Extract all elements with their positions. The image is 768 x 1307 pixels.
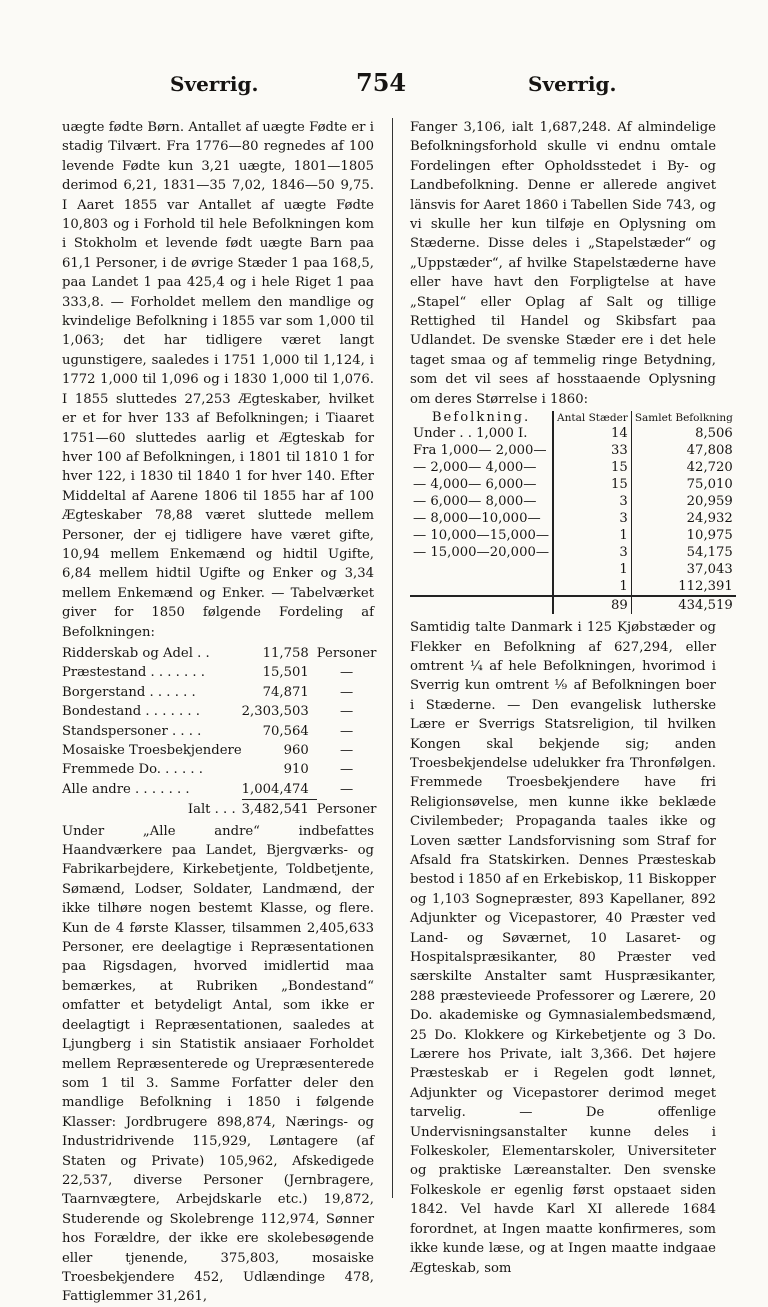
total-value: 3,482,541: [242, 800, 317, 820]
class-label: Ridderskab og Adel . .: [62, 645, 210, 661]
sum-pop: 434,519: [631, 596, 736, 614]
class-value: 910: [283, 762, 309, 778]
class-label: Fremmede Do. . . . . .: [62, 762, 203, 778]
class-label: Mosaiske Troesbekjendere: [62, 743, 242, 758]
range-cell: Under . . 1,000 I.: [413, 426, 528, 442]
table-row: [410, 476, 736, 493]
table-row: [410, 442, 736, 459]
header-left-title: Sverrig.: [170, 72, 259, 96]
pop-cell: 54,175: [631, 544, 736, 561]
range-cell: — 10,000—15,000—: [413, 528, 550, 544]
table-row: [410, 561, 736, 578]
count-cell: 15: [553, 476, 631, 493]
pop-cell: 8,506: [631, 425, 736, 442]
table-sum-row: [410, 596, 736, 614]
table-head-population: Befolkning.: [431, 410, 531, 426]
class-value: 2,303,503: [241, 704, 309, 720]
table-head-count: Antal Stæder: [553, 411, 631, 425]
class-row: [62, 760, 376, 779]
class-row: [62, 683, 376, 702]
class-unit: —: [340, 684, 354, 700]
page-number: 754: [356, 68, 407, 97]
count-cell: 3: [553, 493, 631, 510]
class-label: Alle andre . . . . . . .: [62, 782, 190, 798]
class-label: Standspersoner . . . .: [62, 723, 202, 739]
total-unit: Personer: [316, 801, 377, 817]
class-label: Præstestand . . . . . . .: [62, 665, 205, 681]
table-row: [410, 544, 736, 561]
town-size-table: [410, 411, 736, 614]
class-row: [62, 663, 376, 682]
population-classes-table: [62, 644, 376, 820]
class-value: 1,004,474: [241, 781, 309, 797]
class-unit: —: [340, 782, 354, 798]
table-row: [410, 425, 736, 442]
table-row: [410, 578, 736, 596]
class-unit: —: [340, 762, 354, 778]
page-header: [0, 68, 768, 106]
column-separator: [392, 118, 393, 1198]
class-value: 11,758: [262, 645, 309, 661]
count-cell: 33: [553, 442, 631, 459]
class-unit: —: [340, 665, 354, 681]
range-cell: — 2,000— 4,000—: [413, 460, 537, 476]
class-row: [62, 741, 376, 760]
header-right-title: Sverrig.: [528, 72, 617, 96]
pop-cell: 10,975: [631, 527, 736, 544]
class-label: Borgerstand . . . . . .: [62, 684, 196, 700]
count-cell: 1: [553, 578, 631, 596]
right-paragraph-1: Fanger 3,106, ialt 1,687,248. Af almindelige Befolkningsforhold skulle vi endnu omtale Fordelingen efter Opholdsstedet i By- og Landbefolkning. Denne er allerede angivet länsvis for Aaret 1860 i Tabellen Side 743, og vi skulle her kun tilføje en Oplysning om Stæderne. Disse deles i „Stapelstæder“ og „Uppstæder“, af hvilke Stapelstæderne have eller have havt den Forpligtelse at have „Stapel“ eller Oplag af Salt og tillige Rettighed til Handel og Skibsfart paa Udlandet. De svenske Stæder ere i det hele taget smaa og af temmelig ringe Betydning, som det vil sees af hosstaaende Oplysning om deres Størrelse i 1860:: [410, 120, 716, 407]
pop-cell: 47,808: [631, 442, 736, 459]
count-cell: 3: [553, 510, 631, 527]
total-label: Ialt . . .: [187, 801, 236, 817]
pop-cell: 37,043: [631, 561, 736, 578]
class-unit: Personer: [316, 645, 377, 661]
class-value: 15,501: [262, 665, 309, 681]
pop-cell: 20,959: [631, 493, 736, 510]
class-value: 960: [283, 743, 309, 758]
class-total-row: [62, 800, 376, 820]
sum-count: 89: [553, 596, 631, 614]
range-cell: — 8,000—10,000—: [413, 511, 541, 527]
class-value: 70,564: [262, 723, 309, 739]
left-paragraph-1: uægte fødte Børn. Antallet af uægte Fødte er i stadig Tilvært. Fra 1776—80 regnedes af 100 levende Fødte kun 3,21 uægte, 1801—1805 derimod 6,21, 1831—35 7,02, 1846—50 9,75. I Aaret 1855 var Antallet af uægte Fødte 10,803 og i Forhold til hele Befolkningen kom i Stokholm et levende født uægte Barn paa 61,1 Personer, i de øvrige Stæder 1 paa 168,5, paa Landet 1 paa 425,4 og i hele Riget 1 paa 333,8. — Forholdet mellem den mandlige og kvindelige Befolkning i 1855 var som 1,000 til 1,063; det har tidligere været langt ugunstigere, saaledes i 1751 1,000 til 1,124, i 1772 1,000 til 1,096 og i 1830 1,000 til 1,076. I 1855 sluttedes 27,253 Ægteskaber, hvilket er et for hver 133 af Befolkningen; i Tiaaret 1751—60 sluttedes aarlig et Ægteskab for hver 100 af Befolkningen, i 1801 til 1810 1 for hver 122, i 1830 til 1840 1 for hver 140. Efter Middeltal af Aarene 1806 til 1855 har af 100 Ægteskaber 78,88 været sluttede mellem Personer, der ej tidligere have været gifte, 10,94 mellem Enkemænd og hidtil Ugifte, 6,84 mellem hidtil Ugifte og Enker og 3,34 mellem Enkemænd og Enker. — Tabelværket giver for 1850 følgende Fordeling af Befolkningen:: [62, 120, 374, 640]
count-cell: 14: [553, 425, 631, 442]
class-row: [62, 702, 376, 721]
range-cell: — 6,000— 8,000—: [413, 494, 537, 510]
range-cell: Fra 1,000— 2,000—: [413, 443, 547, 459]
table-row: [410, 510, 736, 527]
class-unit: —: [340, 704, 354, 720]
class-value: 74,871: [262, 684, 309, 700]
pop-cell: 75,010: [631, 476, 736, 493]
pop-cell: 42,720: [631, 459, 736, 476]
class-row: [62, 644, 376, 663]
range-cell: — 4,000— 6,000—: [413, 477, 537, 493]
range-cell: — 15,000—20,000—: [413, 545, 550, 561]
left-paragraph-2: Under „Alle andre“ indbefattes Haandværkere paa Landet, Bjergværks- og Fabrikarbejdere, Kirkebetjente, Toldbetjente, Sømænd, Lodser, Soldater, Landmænd, der ikke tilhøre nogen bestemt Klasse, og flere. Kun de 4 første Klasser, tilsammen 2,405,633 Personer, ere deelagtige i Repræsentationen paa Rigsdagen, hvorved imidlertid maa bemærkes, at Rubriken „Bondestand“ omfatter et betydeligt Antal, som ikke er deelagtigt i Repræsentationen, saaledes at Ljungberg i sin Statistik ansiaaer Forholdet mellem Repræsenterede og Urepræsenterede som 1 til 3. Samme Forfatter deler den mandlige Befolkning i 1850 i følgende Klasser: Jordbrugere 898,874, Nærings- og Industridrivende 115,929, Løntagere (af Staten og Private) 105,962, Afskedigede 22,537, diverse Personer (Jernbragere, Taarnvægtere, Arbejdskarle etc.) 19,872, Studerende og Skolebrenge 112,974, Sønner hos Forældre, der ikke ere skolebesøgende eller tjenende, 375,803, mosaiske Troesbekjendere 452, Udlændinge 478, Fattiglemmer 31,261,: [62, 823, 374, 1305]
class-unit: —: [340, 743, 354, 758]
pop-cell: 24,932: [631, 510, 736, 527]
table-row: [410, 459, 736, 476]
class-unit: —: [340, 723, 354, 739]
range-cell: [410, 578, 553, 596]
class-row: [62, 780, 376, 800]
pop-cell: 112,391: [631, 578, 736, 596]
count-cell: 1: [553, 527, 631, 544]
count-cell: 1: [553, 561, 631, 578]
range-cell: [410, 561, 553, 578]
right-paragraph-2: Samtidig talte Danmark i 125 Kjøbstæder og Flekker en Befolkning af 627,294, eller omtrent ¼ af hele Befolkningen, hvorimod i Sverrig kun omtrent ⅑ af Befolkningen boer i Stæderne. — Den evangelisk lutherske Lære er Sverrigs Statsreligion, til hvilken Kongen skal bekjende sig; anden Troesbekjendelse udelukker fra Thronfølgen. Fremmede Troesbekjendere have fri Religionsøvelse, men kunne ikke beklæde Civilembeder; Propaganda taales ikke og Loven sætter Landsforvisning som Straf for Afsald fra Statskirken. Dennes Præsteskab bestod i 1850 af en Erkebiskop, 11 Biskopper og 1,103 Sognepræster, 893 Kapellaner, 892 Adjunkter og Vicepastorer, 40 Præster ved Land- og Søværnet, 10 Lasaret- og Hospitalspræsikanter, 80 Præster ved særskilte Anstalter samt Huspræsikanter, 288 præstevieede Professorer og Lærere, 20 Do. akademiske og Gymnasialembedsmænd, 25 Do. Klokkere og Kirkebetjente og 3 Do. Lærere hos Private, ialt 3,366. Det højere Præsteskab er i Regelen godt lønnet, Adjunkter og Vicepastorer derimod meget tarvelig. — De offenlige Undervisningsanstalter kunne deles i Folkeskoler, Elementarskoler, Universiteter og praktiske Læreanstalter. Den svenske Folkeskole er egenlig først opstaaet siden 1842. Vel havde Karl XI allerede 1684 forordnet, at Ingen maatte konfirmeres, som ikke kunde læse, og at Ingen maatte indgaae Ægteskab, som: [410, 620, 716, 1276]
table-row: [410, 493, 736, 510]
right-column: [410, 118, 733, 1278]
table-head-total: Samlet Befolkning: [631, 411, 736, 425]
count-cell: 15: [553, 459, 631, 476]
table-row: [410, 527, 736, 544]
left-column: [62, 118, 377, 1307]
class-row: [62, 722, 376, 741]
class-label: Bondestand . . . . . . .: [62, 704, 200, 720]
count-cell: 3: [553, 544, 631, 561]
